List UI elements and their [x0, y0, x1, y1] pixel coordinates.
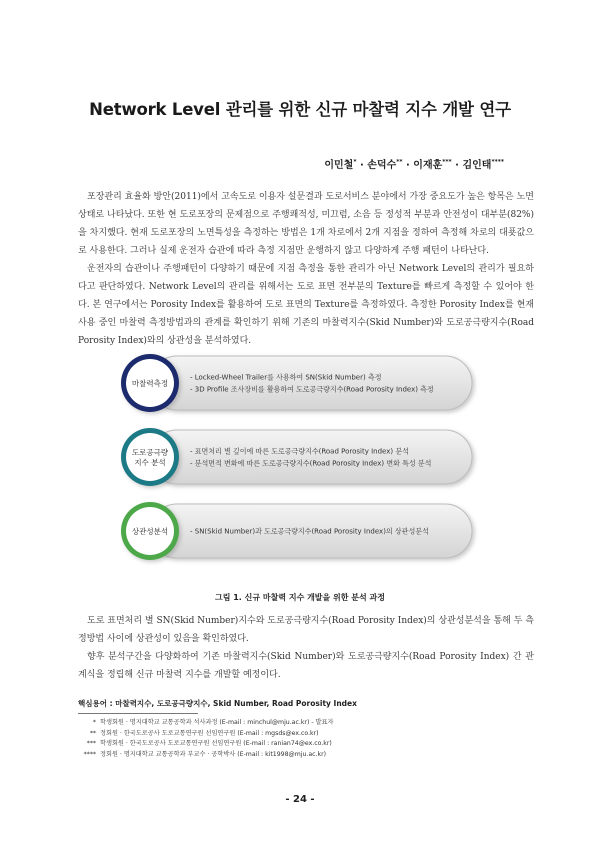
footnote-mark: ****	[83, 750, 96, 758]
step-label: 지수 분석	[134, 458, 166, 467]
footnote-text: 정회원 · 명지대학교 교통공학과 부교수 · 공학박사 (E-mail : kit1998@mju.ac.kr)	[100, 750, 327, 758]
step-bar	[150, 430, 472, 484]
footnote-text: 학생회원 · 명지대학교 교통공학과 석사과정 (E-mail : minchul@mju.ac.kr) - 발표자	[100, 719, 334, 726]
abstract-paragraph: 포장관리 효율화 방안(2011)에서 고속도로 이용자 설문결과 도로서비스 분야에서 가장 중요도가 높은 항목은 노면상태로 나타났다. 또한 현 도로포장의 문제점으로 주행쾌적성, 미끄럼, 소음 등 정성적 부분과 안전성이 대부분(82%)을 차지했다. 현재 도로포장의 노면특성을 측정하는 방법은 1개 차로에서 2개 지점을 정하여 측정해 차로의 대푯값으로 사용한다. 그러나 실제 운전자 습관에 따라 측정 지점만 운행하지 않고 다양하게 주행 패턴이 나타난다.	[78, 192, 534, 256]
abstract-section	[78, 188, 534, 350]
footnote	[74, 750, 544, 761]
step-item: - 분석면적 변화에 따른 도로공극량지수(Road Porosity Index) 변화 특성 분석	[190, 459, 432, 468]
conclusion-section	[78, 612, 534, 684]
author-list	[324, 156, 504, 171]
footnote-mark: *	[92, 719, 96, 726]
footnote-mark: ***	[86, 740, 96, 747]
author-affiliation-mark: *	[353, 158, 357, 166]
author-name: 이민철	[324, 160, 354, 171]
conclusion-paragraph: 향후 분석구간을 다양화하여 기존 마찰력지수(Skid Number)와 도로공극량지수(Road Porosity Index) 간 관계식을 정립해 신규 마찰력 지수를 개발할 예정이다.	[78, 652, 534, 680]
footnote-text: 정회원 · 한국도로공사 도로교통연구원 선임연구원 (E-mail : mgsds@ex.co.kr)	[100, 729, 319, 737]
author-separator: ·	[356, 160, 368, 171]
author-affiliation-mark: ***	[442, 158, 452, 166]
footnote-text: 학생회원 · 한국도로공사 도로교통연구원 선임연구원 (E-mail : ranian74@ex.co.kr)	[100, 740, 332, 747]
process-step	[121, 354, 472, 412]
step-label: 마찰력측정	[131, 379, 169, 388]
paper-title: Network Level 관리를 위한 신규 마찰력 지수 개발 연구	[89, 100, 511, 119]
conclusion-paragraph: 도로 표면처리 별 SN(Skid Number)지수와 도로공극량지수(Road Porosity Index)의 상관성분석을 통해 두 측정방법 사이에 상관성이 있음을 확인하였다.	[78, 616, 534, 644]
footnote-mark: **	[89, 729, 96, 737]
step-label: 도로공극량	[131, 448, 169, 457]
process-step	[121, 502, 472, 560]
author-name: 김인태	[462, 160, 492, 171]
step-label: 상관성분석	[131, 527, 169, 536]
author-name: 이재훈	[413, 160, 443, 171]
keywords: 핵심용어 : 마찰력지수, 도로공극량지수, Skid Number, Road Porosity Index	[78, 699, 357, 708]
page-number: - 24 -	[285, 794, 315, 805]
footnote	[74, 729, 544, 740]
step-bar	[150, 356, 472, 410]
footnote	[74, 718, 544, 729]
figure-caption: 그림 1. 신규 마찰력 지수 개발을 위한 분석 과정	[215, 593, 385, 602]
author-name: 손덕수	[367, 160, 397, 171]
author-separator: ·	[451, 160, 463, 171]
step-item: - Locked-Wheel Trailer를 사용하여 SN(Skid Number) 측정	[190, 373, 382, 382]
step-item: - 3D Profile 조사장비를 활용하여 도로공극량지수(Road Porosity Index) 측정	[190, 385, 434, 394]
footnote	[74, 739, 544, 750]
footnote-divider	[78, 713, 198, 714]
author-separator: ·	[402, 160, 414, 171]
abstract-paragraph: 운전자의 습관이나 주행패턴이 다양하기 때문에 지점 측정을 통한 관리가 아닌 Network Level의 관리가 필요하다고 판단하였다. Network Level의 관리를 위해서는 도로 표면 전부분의 Texture를 빠르게 측정할 수 있어야 한다. 본 연구에서는 Porosity Index를 활용하여 도로 표면의 Texture를 측정하였다. 측정한 Porosity Index를 현재 사용 중인 마찰력 측정방법과의 관계를 확인하기 위해 기존의 마찰력지수(Skid Number)와 도로공극량지수(Road Porosity Index)와의 상관성을 분석하였다.	[78, 264, 534, 346]
process-step	[121, 428, 472, 486]
footnotes	[74, 718, 544, 760]
analysis-process-figure	[120, 352, 480, 572]
author-affiliation-mark: ****	[491, 158, 504, 166]
step-item: - 표면처리 별 깊이에 따른 도로공극량지수(Road Porosity Index) 분석	[190, 447, 409, 456]
step-item: - SN(Skid Number)과 도로공극량지수(Road Porosity Index)의 상관성분석	[190, 527, 429, 536]
step-circle	[126, 433, 174, 481]
author-affiliation-mark: **	[396, 158, 403, 166]
